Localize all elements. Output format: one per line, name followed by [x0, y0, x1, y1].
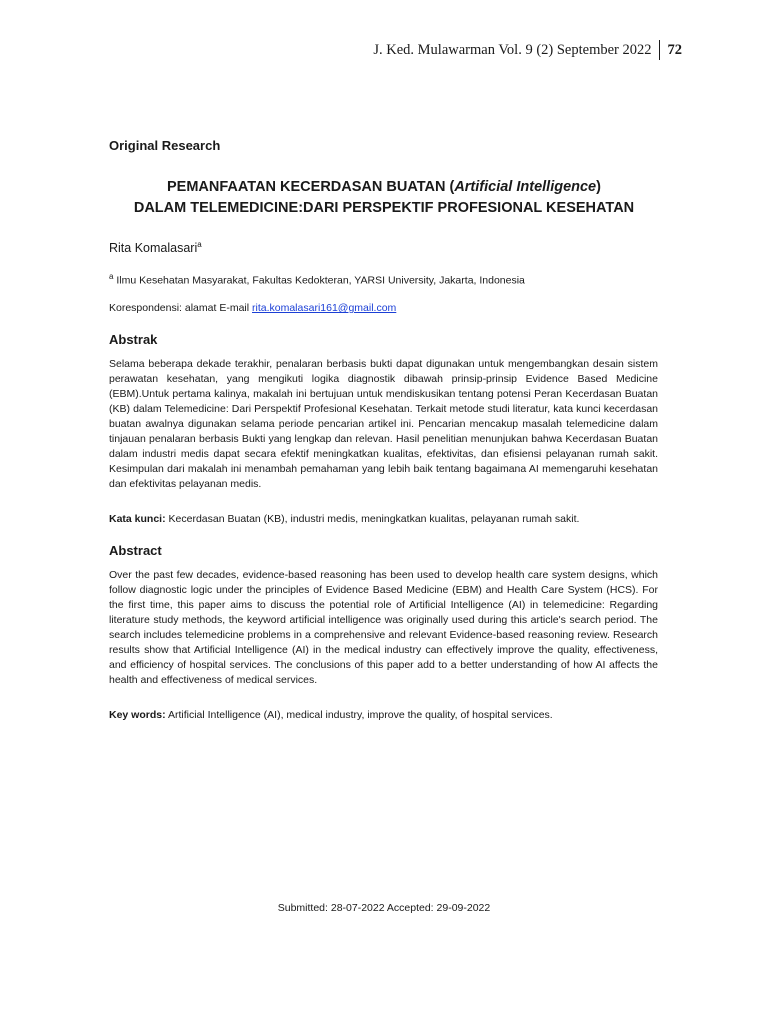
running-header [373, 40, 682, 60]
title-line-1: PEMANFAATAN KECERDASAN BUATAN (Artificial Intelligence) [167, 179, 601, 195]
abstract-body: Over the past few decades, evidence-based reasoning has been used to develop health care system designs, which follow diagnostic logic under the principles of Evidence Based Medicine (EBM) and Health Care System (HCS). For the first time, this paper aims to discuss the potential role of Artificial Intelligence (AI) in telemedicine: Regarding literature study methods, the keyword artificial intelligence was originally used during this article's search period. The search includes telemedicine problems in a comprehensive and relevant Evidence-based reasoning review. Research results show that Artificial Intelligence (AI) in the medical industry can effectively improve the quality, effectiveness, and efficiency of hospital services. The conclusions of this paper add to a better understanding of how AI affects the health and effectiveness of medical services. [109, 569, 658, 686]
article-type-label: Original Research [109, 138, 221, 153]
abstrak-body: Selama beberapa dekade terakhir, penalaran berbasis bukti dapat digunakan untuk mengembangkan desain sistem perawatan kesehatan, yang mengikuti logika diagnostik dibawah prinsip-prinsip Evidence Based Medicine (EBM).Untuk pertama kalinya, makalah ini bertujuan untuk mendiskusikan tentang potensi Peran Kecerdasan Buatan (KB) dalam Telemedicine: Dari Perspektif Profesional Kesehatan. Terkait metode studi literatur, kata kunci kecerdasan buatan awalnya digunakan selama periode pencarian artikel ini. Pencarian mencakup masalah telemedicine dalam tinjauan penalaran berbasis Bukti yang lengkap dan relevan. Hasil penelitian menunjukan bahwa Kecerdasan Buatan dalam industri medis dapat secara efektif meningkatkan kualitas, efektivitas, dan efisiensi pelayanan rumah sakit. Kesimpulan dari makalah ini menambah pemahaman yang lebih baik tentang bagaimana AI memengaruhi kesehatan dan efektivitas pelayanan medis. [109, 358, 658, 490]
submission-dates: Submitted: 28-07-2022 Accepted: 29-09-2022 [277, 902, 491, 914]
title-line-2: DALAM TELEMEDICINE:DARI PERSPEKTIF PROFESIONAL KESEHATAN [133, 200, 635, 216]
journal-citation: J. Ked. Mulawarman Vol. 9 (2) September 2022 [373, 41, 652, 58]
abstract-heading: Abstract [109, 543, 162, 558]
kata-kunci: Kata kunci: Kecerdasan Buatan (KB), industri medis, meningkatkan kualitas, pelayanan rumah sakit. [109, 513, 580, 525]
key-words: Key words: Artificial Intelligence (AI), medical industry, improve the quality, of hospital services. [109, 709, 553, 721]
author-name: Rita Komalasari$^a$ [109, 240, 202, 256]
page-number: 72 [667, 41, 682, 58]
author-affiliation: $^a$ Ilmu Kesehatan Masyarakat, Fakultas Kedokteran, YARSI University, Jakarta, Indonesia [109, 272, 525, 287]
article-title [100, 177, 668, 219]
email-link[interactable]: rita.komalasari161@gmail.com [252, 302, 397, 314]
correspondence: Korespondensi: alamat E-mail rita.komalasari161@gmail.com [109, 302, 397, 314]
abstrak-heading: Abstrak [109, 332, 158, 347]
